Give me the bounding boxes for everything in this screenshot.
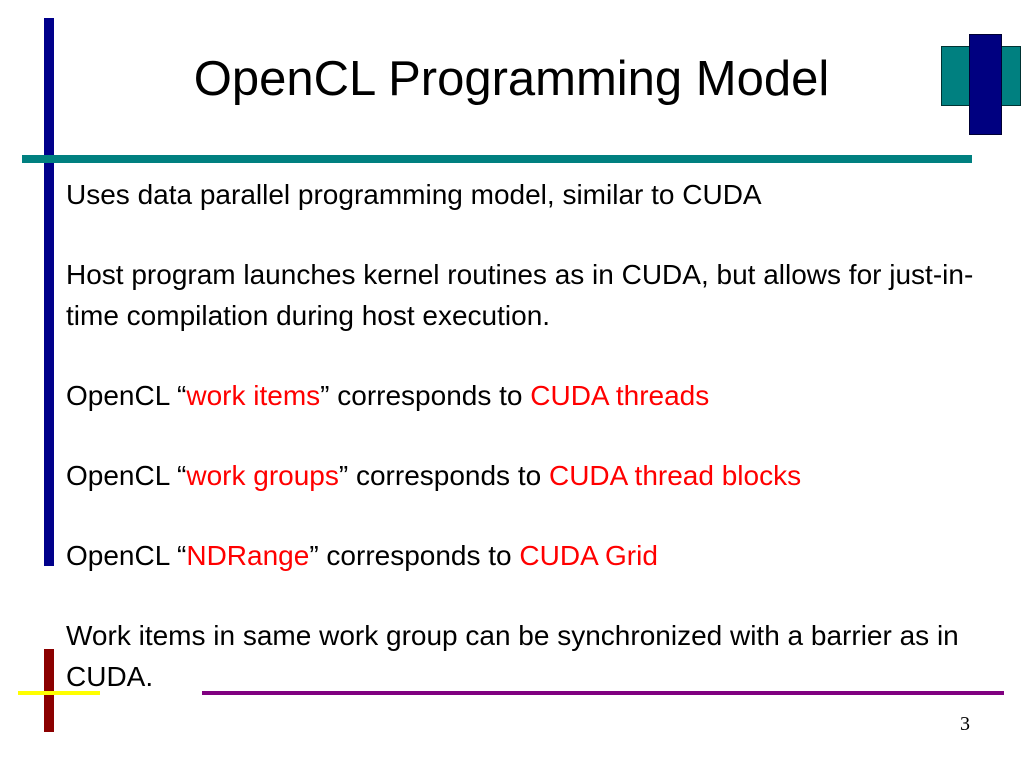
paragraph-middle: ” corresponds to: [320, 380, 531, 411]
slide-body: [66, 174, 1011, 736]
paragraph-ndrange: [66, 535, 1011, 576]
paragraph-data-parallel: Uses data parallel programming model, similar to CUDA: [66, 179, 762, 210]
paragraph-work-items: [66, 375, 1011, 416]
cuda-term: CUDA thread blocks: [548, 460, 802, 491]
paragraph-work-groups: [66, 455, 1011, 496]
paragraph-prefix: OpenCL “: [66, 540, 187, 571]
opencl-term: work items: [186, 380, 321, 411]
paragraph-host-program: Host program launches kernel routines as in CUDA, but allows for just-in-time compilation during host execution.: [66, 259, 974, 331]
paragraph-middle: ” corresponds to: [338, 460, 549, 491]
cuda-term: CUDA Grid: [519, 540, 658, 571]
page-number: 3: [960, 713, 970, 735]
paragraph-prefix: OpenCL “: [66, 380, 187, 411]
cuda-term: CUDA threads: [530, 380, 710, 411]
title-rule: [22, 155, 972, 163]
slide-title: OpenCL Programming Model: [193, 52, 830, 106]
paragraph-prefix: OpenCL “: [66, 460, 187, 491]
paragraph-synchronization: Work items in same work group can be synchronized with a barrier as in CUDA.: [66, 620, 959, 692]
opencl-term: work groups: [186, 460, 339, 491]
paragraph-middle: ” corresponds to: [309, 540, 520, 571]
opencl-term: NDRange: [186, 540, 310, 571]
